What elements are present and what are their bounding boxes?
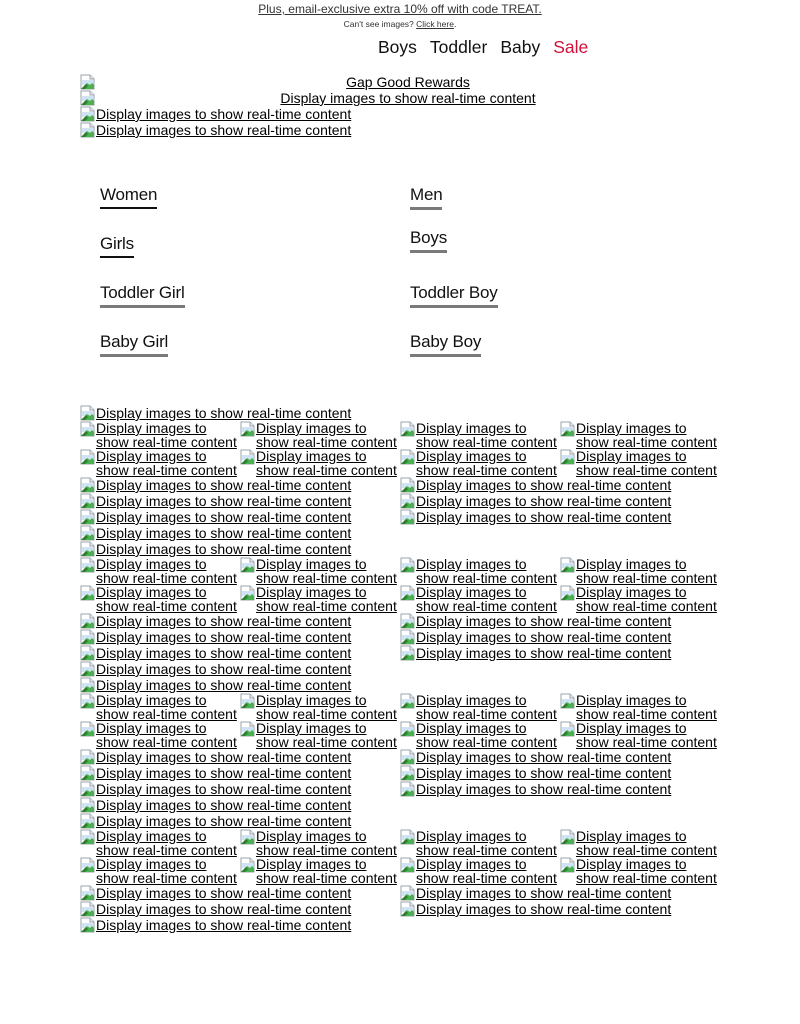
product-image-link[interactable] <box>400 509 720 525</box>
product-image-link[interactable] <box>400 629 720 645</box>
product-image-link[interactable] <box>400 645 720 661</box>
image-alt-text: Display images to show real-time content <box>96 885 352 901</box>
image-alt-text: Display images to show real-time content <box>96 677 352 693</box>
product-tile[interactable] <box>240 721 400 749</box>
product-tile[interactable] <box>560 449 720 477</box>
image-alt-text: Display images to show real-time content <box>416 629 672 645</box>
image-alt-text: Display images to show real-time content <box>96 720 237 750</box>
click-here-link[interactable]: Click here <box>416 19 454 29</box>
broken-image-icon <box>80 421 96 437</box>
broken-image-icon <box>80 106 96 122</box>
product-tile[interactable] <box>240 449 400 477</box>
category-women[interactable] <box>100 184 157 206</box>
broken-image-icon <box>400 557 416 573</box>
product-tile[interactable] <box>400 857 560 885</box>
broken-image-icon <box>240 449 256 465</box>
image-alt-text: Display images to show real-time content <box>96 645 352 661</box>
broken-image-icon <box>400 421 416 437</box>
image-alt-text: Display images to show real-time content <box>96 106 352 122</box>
image-alt-text: Display images to show real-time content <box>96 556 237 586</box>
broken-image-icon <box>80 797 96 813</box>
product-block <box>80 693 720 829</box>
broken-image-icon <box>80 765 96 781</box>
product-image-link[interactable] <box>80 885 400 901</box>
product-tile[interactable] <box>240 693 400 721</box>
product-tile[interactable] <box>560 721 720 749</box>
product-lines <box>80 749 720 829</box>
top-nav <box>378 36 588 58</box>
broken-image-icon <box>80 857 96 873</box>
image-alt-text: Display images to show real-time content <box>96 765 352 781</box>
image-alt-text: Display images to show real-time content <box>96 749 352 765</box>
image-alt-text: Display images to show real-time content <box>576 448 717 478</box>
broken-image-icon <box>80 493 96 509</box>
product-image-link[interactable] <box>80 765 400 781</box>
image-alt-text: Display images to show real-time content <box>416 749 672 765</box>
product-grid <box>80 405 720 933</box>
promo-banner <box>0 2 800 16</box>
broken-image-icon <box>80 629 96 645</box>
product-tile-row <box>80 857 720 885</box>
product-image-link[interactable] <box>80 629 400 645</box>
broken-image-icon <box>80 449 96 465</box>
broken-image-icon <box>80 901 96 917</box>
product-image-link[interactable] <box>80 797 400 813</box>
image-alt-text: Display images to show real-time content <box>96 781 352 797</box>
product-image-link[interactable] <box>400 493 720 509</box>
hero-banner-row[interactable] <box>80 90 720 106</box>
cant-see-prefix: Can't see images? <box>343 19 417 29</box>
product-tile[interactable] <box>400 449 560 477</box>
category-baby-boy[interactable] <box>410 331 481 353</box>
image-alt-text: Display images to show real-time content <box>96 901 352 917</box>
category-label: Toddler Girl <box>100 283 185 302</box>
image-alt-text: Display images to show real-time content <box>96 525 352 541</box>
category-boys[interactable] <box>410 227 447 249</box>
broken-image-icon <box>80 525 96 541</box>
nav-toddler[interactable]: Toddler <box>429 37 488 57</box>
product-image-link[interactable] <box>400 749 720 765</box>
broken-image-icon <box>80 122 96 138</box>
category-label: Baby Boy <box>410 332 482 351</box>
hero-image-link[interactable] <box>80 106 720 122</box>
image-alt-text: Display images to show real-time content <box>416 613 672 629</box>
product-tile[interactable] <box>400 421 560 449</box>
broken-image-icon <box>80 585 96 601</box>
image-alt-text: Display images to show real-time content <box>96 448 237 478</box>
broken-image-icon <box>560 693 576 709</box>
broken-image-icon <box>240 857 256 873</box>
product-image-link[interactable] <box>80 661 400 677</box>
broken-image-icon <box>400 629 416 645</box>
image-alt-text: Display images to show real-time content <box>416 509 672 525</box>
category-label: Toddler Boy <box>410 283 498 302</box>
image-alt-text: Display images to show real-time content <box>416 584 557 614</box>
product-image-link[interactable] <box>400 765 720 781</box>
category-girls[interactable] <box>100 233 134 255</box>
broken-image-icon <box>560 857 576 873</box>
product-tile[interactable] <box>560 693 720 721</box>
product-tile[interactable] <box>80 557 240 585</box>
broken-image-icon <box>80 917 96 933</box>
promo-link[interactable]: Plus, email-exclusive extra 10% off with code TREAT. <box>258 2 542 16</box>
broken-image-icon <box>560 829 576 845</box>
image-alt-text: Display images to show real-time content <box>256 556 397 586</box>
image-alt-text: Display images to show real-time content <box>416 901 672 917</box>
image-alt-text: Display images to show real-time content <box>416 448 557 478</box>
product-block <box>80 557 720 693</box>
cant-see-images <box>0 18 800 30</box>
product-tile[interactable] <box>80 721 240 749</box>
image-alt-text: Display images to show real-time content <box>576 720 717 750</box>
broken-image-icon <box>240 829 256 845</box>
broken-image-icon <box>400 721 416 737</box>
image-alt-text: Display images to show real-time content <box>96 692 237 722</box>
product-tile[interactable] <box>240 857 400 885</box>
image-alt-text: Display images to show real-time content <box>96 122 352 138</box>
product-tile[interactable] <box>80 829 240 857</box>
hero-image-link[interactable] <box>80 122 720 138</box>
broken-image-icon <box>400 749 416 765</box>
product-lines <box>80 885 720 933</box>
product-tile[interactable] <box>400 693 560 721</box>
product-tile-row <box>80 693 720 721</box>
image-alt-text: Display images to show real-time content <box>576 692 717 722</box>
image-alt-text: Display images to show real-time content <box>96 477 352 493</box>
product-tile[interactable] <box>80 693 240 721</box>
image-alt-text: Display images to show real-time content <box>576 856 717 886</box>
product-tile-row <box>80 721 720 749</box>
image-alt-text: Display images to show real-time content <box>256 828 397 858</box>
image-alt-text: Display images to show real-time content <box>416 885 672 901</box>
image-alt-text: Display images to show real-time content <box>416 420 557 450</box>
category-label: Women <box>100 185 158 204</box>
product-block <box>80 829 720 933</box>
broken-image-icon <box>400 885 416 901</box>
broken-image-icon <box>240 585 256 601</box>
category-men[interactable] <box>410 184 442 206</box>
category-label: Girls <box>100 234 134 253</box>
broken-image-icon <box>240 693 256 709</box>
broken-image-icon <box>80 405 96 421</box>
category-toddler-boy[interactable] <box>410 282 498 304</box>
product-tile[interactable] <box>400 721 560 749</box>
broken-image-icon <box>400 781 416 797</box>
product-tile[interactable] <box>240 421 400 449</box>
product-block <box>80 405 720 557</box>
product-tile-row <box>80 829 720 857</box>
image-alt-text: Display images to show real-time content <box>416 556 557 586</box>
broken-image-icon <box>400 613 416 629</box>
product-tile[interactable] <box>560 557 720 585</box>
product-lines <box>80 613 720 693</box>
product-tile[interactable] <box>560 585 720 613</box>
image-alt-text: Display images to show real-time content <box>256 856 397 886</box>
broken-image-icon <box>80 661 96 677</box>
product-tile[interactable] <box>80 857 240 885</box>
product-tile[interactable] <box>560 857 720 885</box>
broken-image-icon <box>400 493 416 509</box>
image-alt-text: Display images to show real-time content <box>416 477 672 493</box>
image-alt-text: Display images to show real-time content <box>96 509 352 525</box>
broken-image-icon <box>560 721 576 737</box>
broken-image-icon <box>80 541 96 557</box>
image-alt-text: Display images to show real-time content <box>96 856 237 886</box>
product-image-link[interactable] <box>80 813 400 829</box>
broken-image-icon <box>560 421 576 437</box>
image-alt-text: Display images to show real-time content <box>256 584 397 614</box>
broken-image-icon <box>400 585 416 601</box>
product-image-link[interactable] <box>400 613 720 629</box>
broken-image-icon <box>400 449 416 465</box>
broken-image-icon <box>240 721 256 737</box>
image-alt-text: Display images to show real-time content <box>96 661 352 677</box>
broken-image-icon <box>80 645 96 661</box>
product-tile[interactable] <box>240 585 400 613</box>
product-image-link[interactable] <box>400 901 720 917</box>
product-image-link[interactable] <box>80 901 400 917</box>
image-alt-text: Display images to show real-time content <box>416 692 557 722</box>
category-toddler-girl[interactable] <box>100 282 185 304</box>
broken-image-icon <box>400 765 416 781</box>
cant-see-suffix: . <box>453 19 457 29</box>
product-image-link[interactable] <box>80 405 720 421</box>
broken-image-icon <box>400 509 416 525</box>
product-image-link[interactable] <box>80 477 400 493</box>
product-image-link[interactable] <box>80 749 400 765</box>
image-alt-text: Display images to show real-time content <box>576 828 717 858</box>
broken-image-icon <box>80 693 96 709</box>
product-tile-row <box>80 585 720 613</box>
image-alt-text: Display images to show real-time content <box>96 813 352 829</box>
broken-image-icon <box>80 829 96 845</box>
image-alt-text: Display images to show real-time content <box>96 629 352 645</box>
broken-image-icon <box>80 721 96 737</box>
image-alt-text: Display images to show real-time content <box>576 420 717 450</box>
nav-baby[interactable]: Baby <box>500 37 541 57</box>
image-alt-text: Display images to show real-time content <box>96 797 352 813</box>
product-tile[interactable] <box>80 421 240 449</box>
broken-image-icon <box>400 901 416 917</box>
image-alt-text: Display images to show real-time content <box>96 917 352 933</box>
product-tile-row <box>80 557 720 585</box>
product-image-link[interactable] <box>80 509 400 525</box>
product-image-link[interactable] <box>80 781 400 797</box>
product-tile[interactable] <box>80 449 240 477</box>
broken-image-icon <box>400 829 416 845</box>
image-alt-text: Display images to show real-time content <box>576 556 717 586</box>
product-tile[interactable] <box>240 829 400 857</box>
image-alt-text: Display images to show real-time content <box>96 613 352 629</box>
hero-banner-alt[interactable]: Display images to show real-time content <box>280 90 536 106</box>
broken-image-icon <box>80 749 96 765</box>
product-tile[interactable] <box>400 829 560 857</box>
image-alt-text: Display images to show real-time content <box>416 828 557 858</box>
product-tile[interactable] <box>400 585 560 613</box>
image-alt-text: Display images to show real-time content <box>96 405 352 421</box>
product-image-link[interactable] <box>80 613 400 629</box>
product-tile[interactable] <box>240 557 400 585</box>
product-image-link[interactable] <box>80 677 400 693</box>
product-lines <box>80 477 720 557</box>
nav-sale[interactable]: Sale <box>553 37 589 57</box>
category-baby-girl[interactable] <box>100 331 168 353</box>
product-image-link[interactable] <box>80 493 400 509</box>
product-tile[interactable] <box>560 421 720 449</box>
product-tile-row <box>80 449 720 477</box>
image-alt-text: Display images to show real-time content <box>416 856 557 886</box>
broken-image-icon <box>240 421 256 437</box>
broken-image-icon <box>560 557 576 573</box>
broken-image-icon <box>80 781 96 797</box>
broken-image-icon <box>80 613 96 629</box>
image-alt-text: Display images to show real-time content <box>256 692 397 722</box>
image-alt-text: Display images to show real-time content <box>256 448 397 478</box>
broken-image-icon <box>240 557 256 573</box>
image-alt-text: Display images to show real-time content <box>96 828 237 858</box>
image-alt-text: Display images to show real-time content <box>256 720 397 750</box>
product-image-link[interactable] <box>400 885 720 901</box>
gap-good-rewards-link[interactable]: Gap Good Rewards <box>346 74 470 90</box>
image-alt-text: Display images to show real-time content <box>416 645 672 661</box>
product-image-link[interactable] <box>400 477 720 493</box>
product-tile[interactable] <box>560 829 720 857</box>
broken-image-icon <box>80 677 96 693</box>
broken-image-icon <box>80 477 96 493</box>
hero-images <box>80 74 720 138</box>
image-alt-text: Display images to show real-time content <box>96 493 352 509</box>
category-label: Men <box>410 185 443 204</box>
product-tile[interactable] <box>400 557 560 585</box>
broken-image-icon <box>80 509 96 525</box>
broken-image-icon <box>560 449 576 465</box>
broken-image-icon <box>80 885 96 901</box>
category-label: Baby Girl <box>100 332 169 351</box>
image-alt-text: Display images to show real-time content <box>416 765 672 781</box>
product-tile-row <box>80 421 720 449</box>
broken-image-icon <box>80 813 96 829</box>
image-alt-text: Display images to show real-time content <box>256 420 397 450</box>
nav-boys[interactable]: Boys <box>378 37 417 57</box>
image-alt-text: Display images to show real-time content <box>576 584 717 614</box>
broken-image-icon <box>400 693 416 709</box>
image-alt-text: Display images to show real-time content <box>96 584 237 614</box>
broken-image-icon <box>400 645 416 661</box>
image-alt-text: Display images to show real-time content <box>96 541 352 557</box>
image-alt-text: Display images to show real-time content <box>416 493 672 509</box>
product-image-link[interactable] <box>80 917 400 933</box>
broken-image-icon <box>80 557 96 573</box>
broken-image-icon <box>560 585 576 601</box>
rewards-row[interactable] <box>80 74 720 90</box>
product-image-link[interactable] <box>80 525 400 541</box>
image-alt-text: Display images to show real-time content <box>416 720 557 750</box>
image-alt-text: Display images to show real-time content <box>96 420 237 450</box>
image-alt-text: Display images to show real-time content <box>416 781 672 797</box>
product-tile[interactable] <box>80 585 240 613</box>
broken-image-icon <box>400 477 416 493</box>
broken-image-icon <box>400 857 416 873</box>
product-image-link[interactable] <box>80 541 400 557</box>
category-label: Boys <box>410 228 447 247</box>
product-image-link[interactable] <box>400 781 720 797</box>
product-image-link[interactable] <box>80 645 400 661</box>
